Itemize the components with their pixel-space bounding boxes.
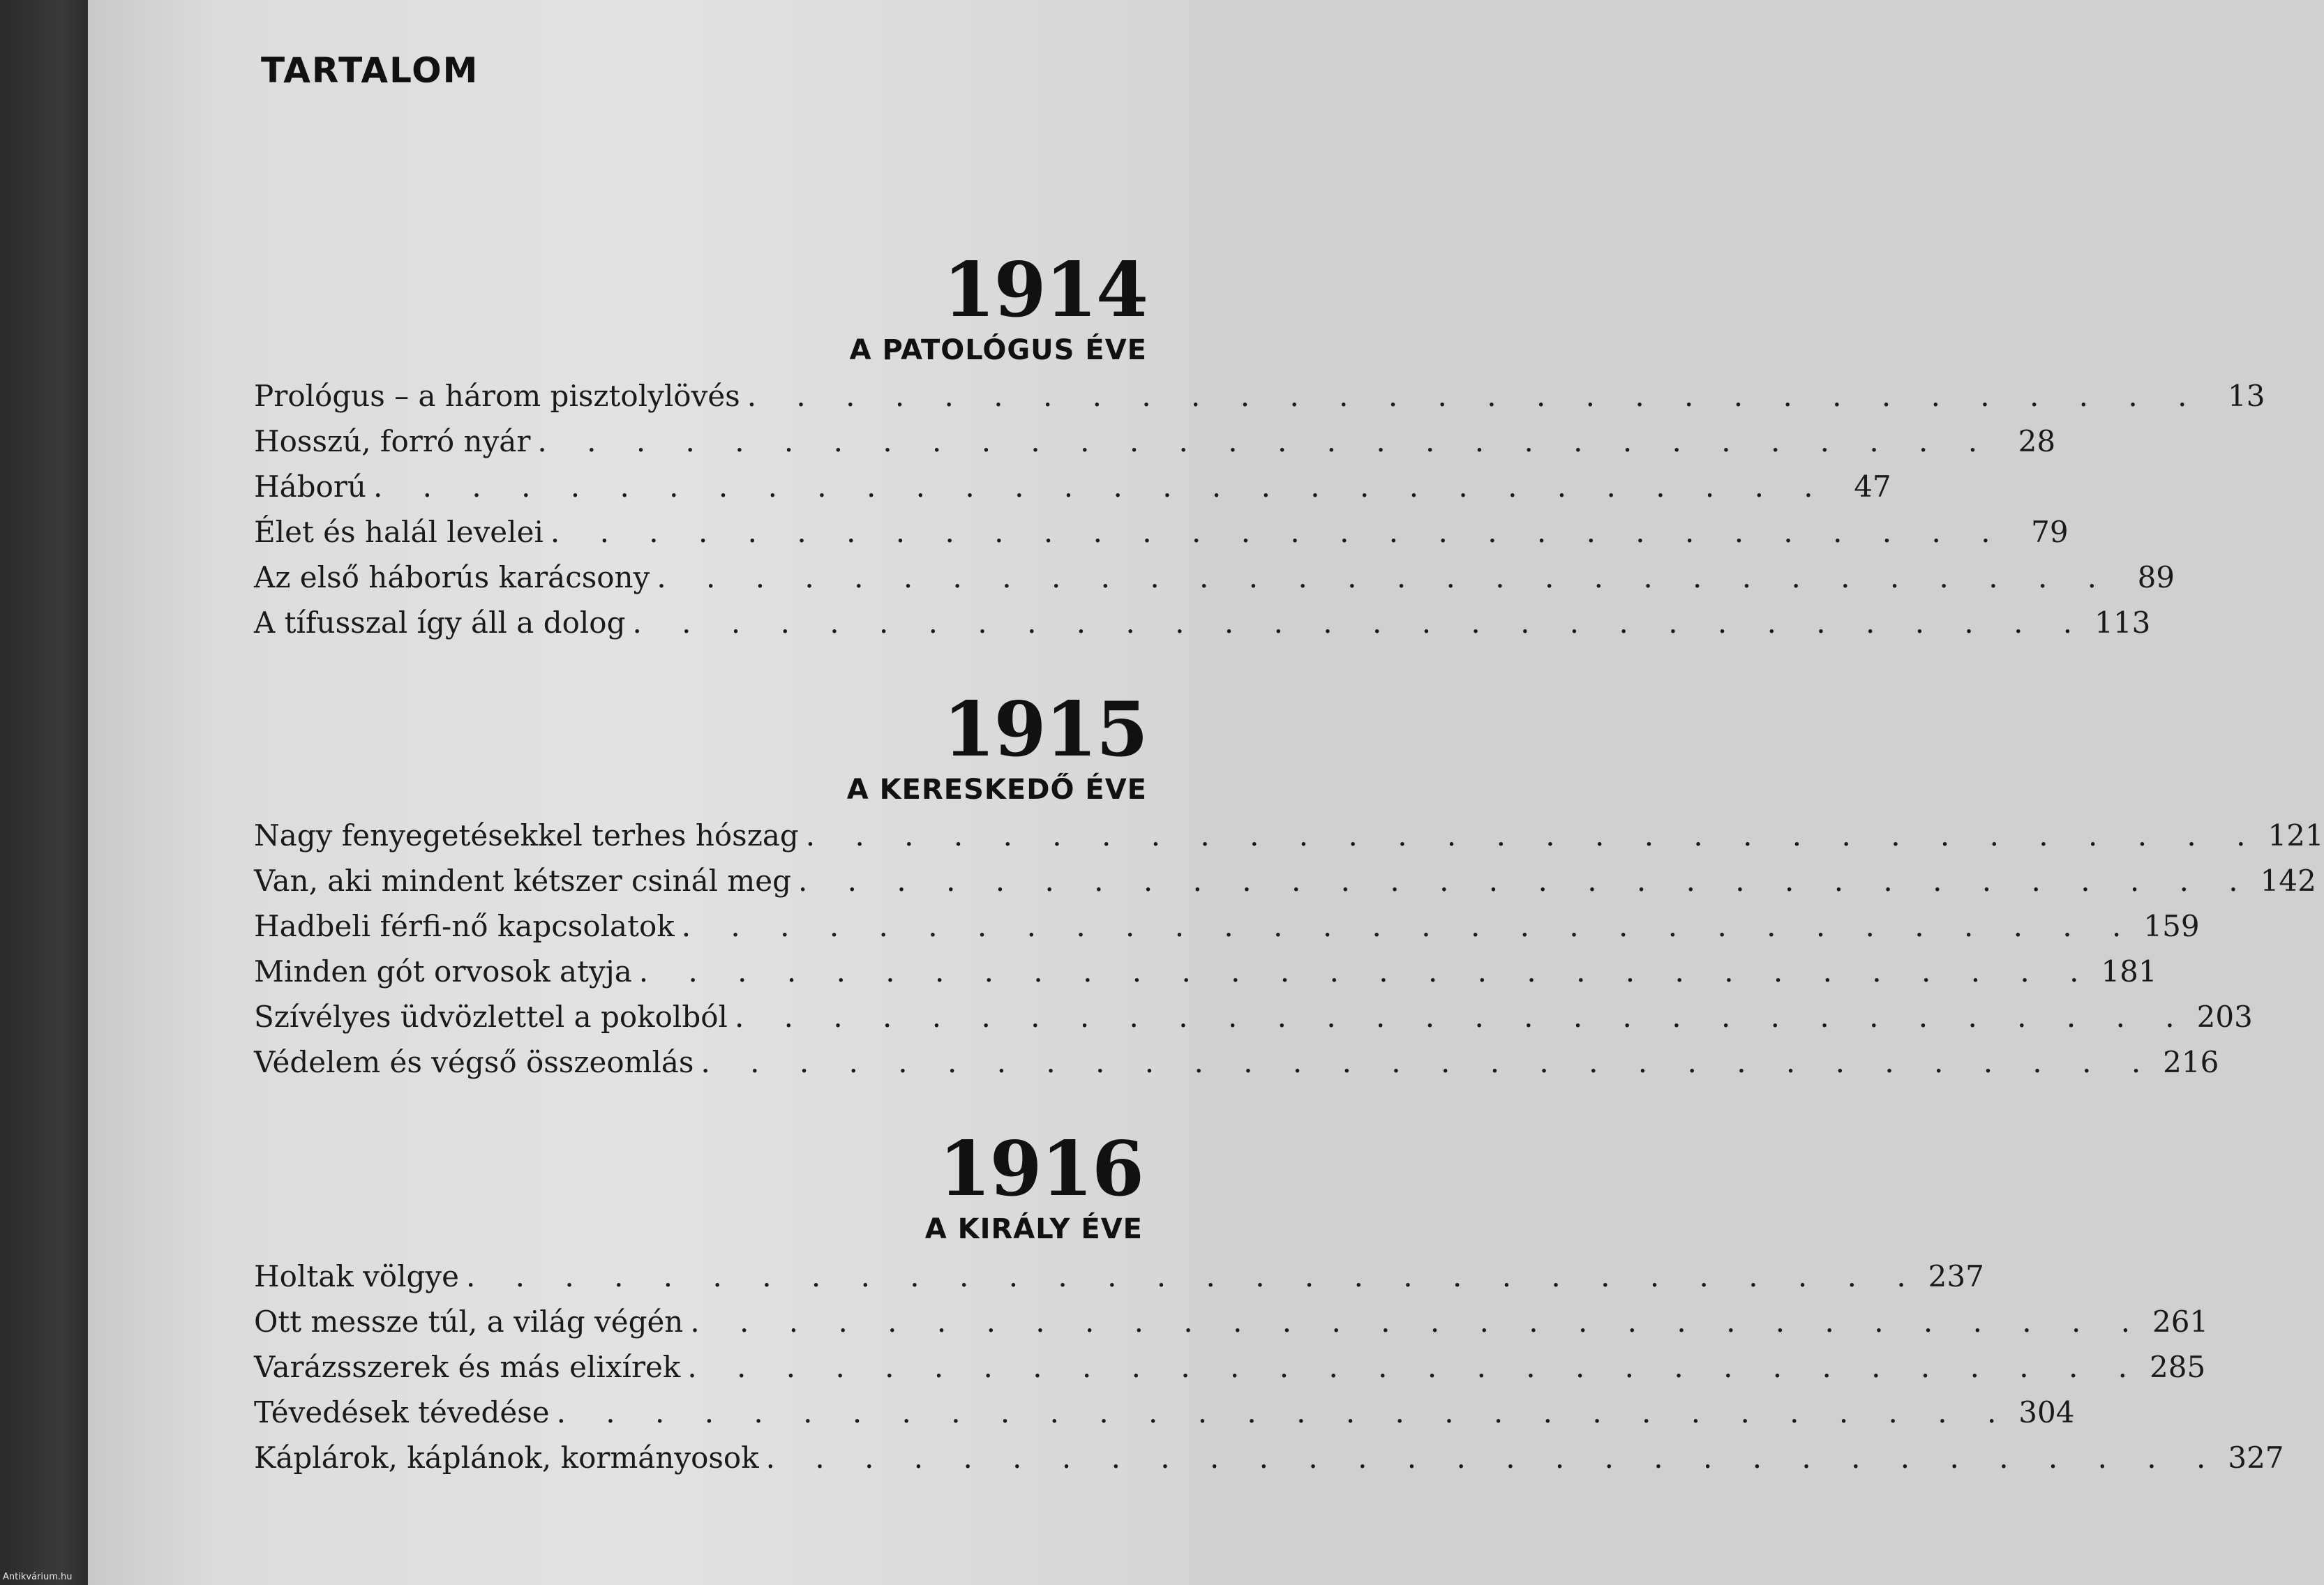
toc-entry[interactable] <box>254 1259 1984 1305</box>
section-1916-header <box>924 1125 1143 1245</box>
dot-leader: . . . . . . . . . . . . . . . . . . . . . . . . . . . . . . <box>537 424 1993 458</box>
section-1915-entries <box>254 818 2324 1090</box>
entry-page-number: 304 <box>2018 1395 2075 1429</box>
entry-title: Védelem és végső összeomlás <box>254 1045 694 1079</box>
dot-leader: . . . . . . . . . . . . . . . . . . . . . . . . . . . . . . <box>681 909 2137 943</box>
entry-title: A tífusszal így áll a dolog <box>254 606 626 640</box>
section-1914-entries <box>254 379 2265 651</box>
entry-page-number: 79 <box>2031 515 2069 549</box>
toc-heading: TARTALOM <box>261 50 479 91</box>
toc-entry[interactable] <box>254 1441 2284 1486</box>
dot-leader: . . . . . . . . . . . . . . . . . . . . . . . . . . . . . . <box>465 1259 1921 1293</box>
entry-page-number: 113 <box>2094 606 2151 640</box>
section-subtitle: A KIRÁLY ÉVE <box>924 1213 1143 1245</box>
toc-entry[interactable] <box>254 1350 2206 1395</box>
dot-leader: . . . . . . . . . . . . . . . . . . . . . . . . . . . . . . <box>765 1441 2221 1475</box>
entry-page-number: 28 <box>2018 424 2056 458</box>
entry-title: Varázsszerek és más elixírek <box>254 1350 681 1384</box>
entry-title: Nagy fenyegetésekkel terhes hószag <box>254 818 799 852</box>
toc-entry[interactable] <box>254 515 2069 560</box>
dot-leader: . . . . . . . . . . . . . . . . . . . . . . . . . . . . . . <box>638 954 2094 989</box>
entry-page-number: 121 <box>2267 818 2324 852</box>
entry-page-number: 13 <box>2227 379 2265 413</box>
toc-entry[interactable] <box>254 424 2056 470</box>
dot-leader: . . . . . . . . . . . . . . . . . . . . . . . . . . . . . . <box>632 606 2088 640</box>
dot-leader: . . . . . . . . . . . . . . . . . . . . . . . . . . . . . . <box>734 1000 2190 1034</box>
entry-page-number: 203 <box>2196 1000 2253 1034</box>
entry-page-number: 181 <box>2101 954 2157 989</box>
entry-title: Káplárok, káplánok, kormányosok <box>254 1441 759 1475</box>
entry-title: Minden gót orvosok atyja <box>254 954 632 989</box>
entry-page-number: 327 <box>2228 1441 2284 1475</box>
dot-leader: . . . . . . . . . . . . . . . . . . . . . . . . . . . . . . <box>550 515 2006 549</box>
watermark-text: Antikvárium.hu <box>3 1572 73 1582</box>
entry-page-number: 216 <box>2163 1045 2219 1079</box>
dot-leader: . . . . . . . . . . . . . . . . . . . . . . . . . . . . . . <box>687 1350 2143 1384</box>
entry-title: Hadbeli férfi-nő kapcsolatok <box>254 909 675 943</box>
toc-entry[interactable] <box>254 1305 2209 1350</box>
toc-entry[interactable] <box>254 818 2324 864</box>
section-year: 1915 <box>943 686 1147 774</box>
entry-page-number: 89 <box>2137 560 2175 594</box>
toc-entry[interactable] <box>254 864 2316 909</box>
entry-title: Holtak völgye <box>254 1259 459 1293</box>
toc-entry[interactable] <box>254 1395 2075 1441</box>
entry-title: Ott messze túl, a világ végén <box>254 1305 684 1339</box>
toc-entry[interactable] <box>254 1045 2219 1090</box>
entry-page-number: 237 <box>1928 1259 1984 1293</box>
dot-leader: . . . . . . . . . . . . . . . . . . . . . . . . . . . . . . <box>805 818 2261 852</box>
toc-entry[interactable] <box>254 954 2157 1000</box>
dot-leader: . . . . . . . . . . . . . . . . . . . . . . . . . . . . . . <box>700 1045 2157 1079</box>
section-year: 1914 <box>943 246 1147 334</box>
section-subtitle: A PATOLÓGUS ÉVE <box>849 334 1147 366</box>
dot-leader: . . . . . . . . . . . . . . . . . . . . . . . . . . . . . . <box>797 864 2254 898</box>
section-subtitle: A KERESKEDŐ ÉVE <box>846 774 1147 806</box>
entry-title: Prológus – a három pisztolylövés <box>254 379 740 413</box>
toc-entry[interactable] <box>254 470 1891 515</box>
toc-entry[interactable] <box>254 379 2265 424</box>
entry-title: Háború <box>254 470 366 504</box>
entry-page-number: 47 <box>1854 470 1891 504</box>
dot-leader: . . . . . . . . . . . . . . . . . . . . . . . . . . . . . . <box>556 1395 2012 1429</box>
entry-title: Van, aki mindent kétszer csinál meg <box>254 864 791 898</box>
entry-title: Szívélyes üdvözlettel a pokolból <box>254 1000 728 1034</box>
book-spine-shadow <box>0 0 88 1585</box>
toc-entry[interactable] <box>254 560 2175 606</box>
dot-leader: . . . . . . . . . . . . . . . . . . . . . . . . . . . . . . <box>373 470 1829 504</box>
dot-leader: . . . . . . . . . . . . . . . . . . . . . . . . . . . . . . <box>657 560 2113 594</box>
section-1916-entries <box>254 1259 2284 1486</box>
dot-leader: . . . . . . . . . . . . . . . . . . . . . . . . . . . . . . <box>690 1305 2146 1339</box>
section-year: 1916 <box>938 1125 1143 1213</box>
entry-title: Élet és halál levelei <box>254 515 543 549</box>
dot-leader: . . . . . . . . . . . . . . . . . . . . . . . . . . . . . . <box>747 379 2203 413</box>
entry-page-number: 142 <box>2260 864 2316 898</box>
entry-title: Tévedések tévedése <box>254 1395 550 1429</box>
entry-title: Hosszú, forró nyár <box>254 424 531 458</box>
section-1915-header <box>846 686 1147 806</box>
toc-entry[interactable] <box>254 909 2200 954</box>
toc-entry[interactable] <box>254 1000 2253 1045</box>
entry-title: Az első háborús karácsony <box>254 560 650 594</box>
entry-page-number: 159 <box>2143 909 2200 943</box>
section-1914-header <box>849 246 1147 366</box>
entry-page-number: 261 <box>2152 1305 2209 1339</box>
entry-page-number: 285 <box>2150 1350 2206 1384</box>
toc-entry[interactable] <box>254 606 2151 651</box>
